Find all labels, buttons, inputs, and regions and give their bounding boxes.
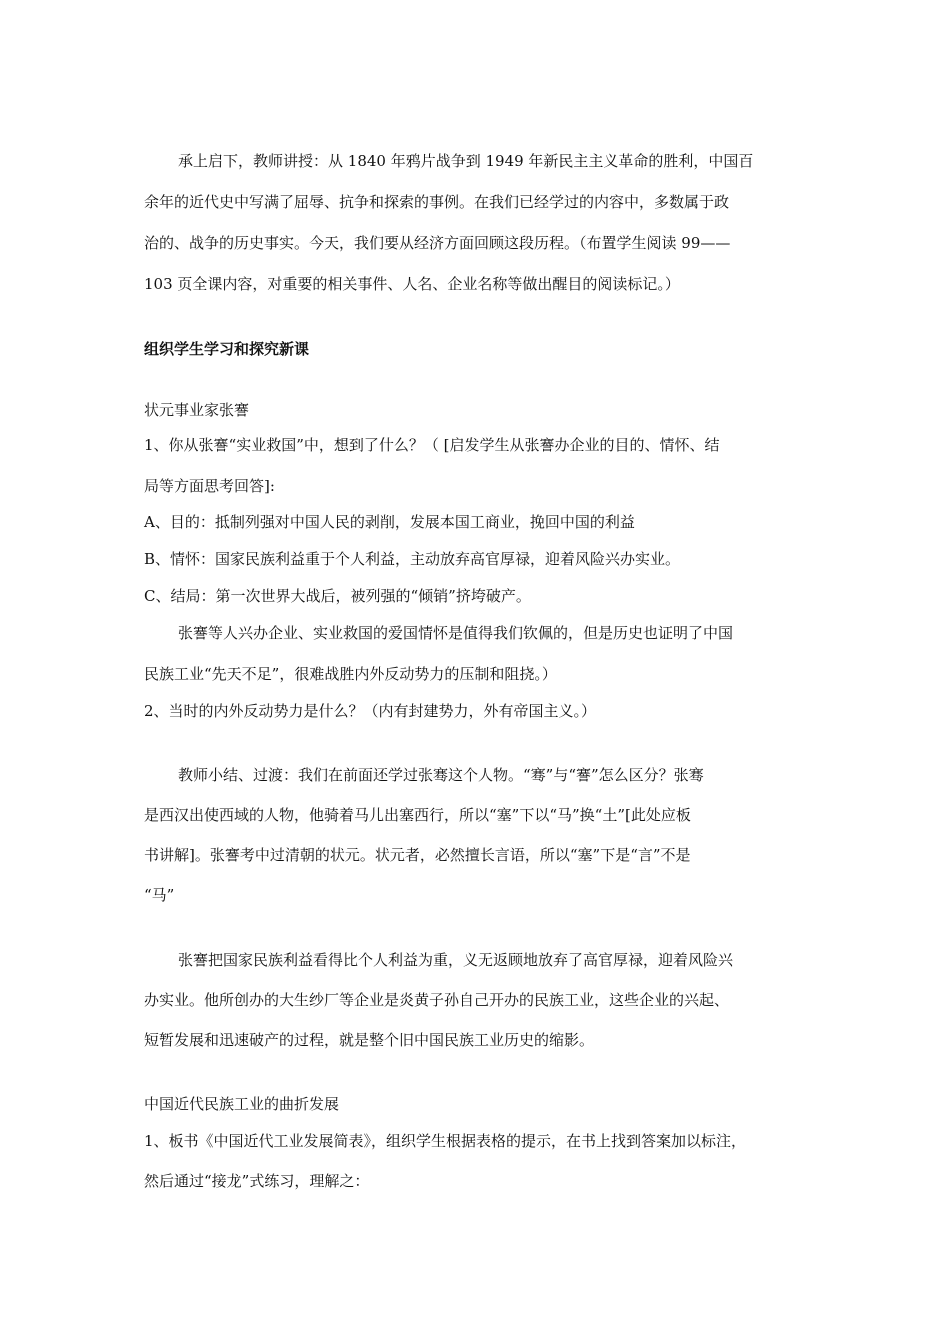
- teacher-summary-line-4: “马”: [144, 886, 175, 904]
- industry-paragraph-line-3: 短暂发展和迅速破产的过程，就是整个旧中国民族工业历史的缩影。: [144, 1031, 595, 1049]
- section1-title: 状元事业家张謇: [144, 401, 250, 419]
- section2-title: 中国近代民族工业的曲折发展: [144, 1095, 340, 1113]
- section-heading: 组织学生学习和探究新课: [144, 340, 310, 358]
- teacher-summary-line-2: 是西汉出使西域的人物，他骑着马儿出塞西行，所以“塞”下以“马”换“土”[此处应板: [144, 806, 691, 824]
- item-1-line-1: 1、板书《中国近代工业发展简表》，组织学生根据表格的提示，在书上找到答案加以标注，: [144, 1132, 747, 1150]
- zhang-paragraph-line-1: 张謇等人兴办企业、实业救国的爱国情怀是值得我们钦佩的，但是历史也证明了中国: [178, 624, 734, 642]
- teacher-summary-line-1: 教师小结、过渡：我们在前面还学过张骞这个人物。“骞”与“謇”怎么区分？张骞: [178, 766, 704, 784]
- industry-paragraph-line-2: 办实业。他所创办的大生纱厂等企业是炎黄子孙自己开办的民族工业，这些企业的兴起、: [144, 991, 730, 1009]
- answer-b: B、情怀：国家民族利益重于个人利益，主动放弃高官厚禄，迎着风险兴办实业。: [144, 550, 681, 568]
- answer-c: C、结局：第一次世界大战后，被列强的“倾销”挤垮破产。: [144, 587, 531, 605]
- item-1-line-2: 然后通过“接龙”式练习，理解之：: [144, 1172, 370, 1190]
- intro-line-3: 治的、战争的历史事实。今天，我们要从经济方面回顾这段历程。（布置学生阅读 99——: [144, 234, 731, 252]
- question-2: 2、当时的内外反动势力是什么？（内有封建势力，外有帝国主义。）: [144, 702, 597, 720]
- zhang-paragraph-line-2: 民族工业“先天不足”，很难战胜内外反动势力的压制和阻挠。）: [144, 665, 557, 683]
- industry-paragraph-line-1: 张謇把国家民族利益看得比个人利益为重，义无返顾地放弃了高官厚禄，迎着风险兴: [178, 951, 734, 969]
- teacher-summary-line-3: 书讲解]。张謇考中过清朝的状元。状元者，必然擅长言语，所以“塞”下是“言”不是: [144, 846, 691, 864]
- answer-a: A、目的：抵制列强对中国人民的剥削，发展本国工商业，挽回中国的利益: [144, 513, 635, 531]
- question-1-line-2: 局等方面思考回答]:: [144, 477, 275, 495]
- intro-line-1: 承上启下，教师讲授：从 1840 年鸦片战争到 1949 年新民主主义革命的胜利，中国百: [178, 152, 754, 170]
- intro-line-4: 103 页全课内容，对重要的相关事件、人名、企业名称等做出醒目的阅读标记。）: [144, 275, 680, 293]
- question-1-line-1: 1、你从张謇“实业救国”中，想到了什么？（ [启发学生从张謇办企业的目的、情怀、结: [144, 436, 720, 454]
- intro-line-2: 余年的近代史中写满了屈辱、抗争和探索的事例。在我们已经学过的内容中，多数属于政: [144, 193, 730, 211]
